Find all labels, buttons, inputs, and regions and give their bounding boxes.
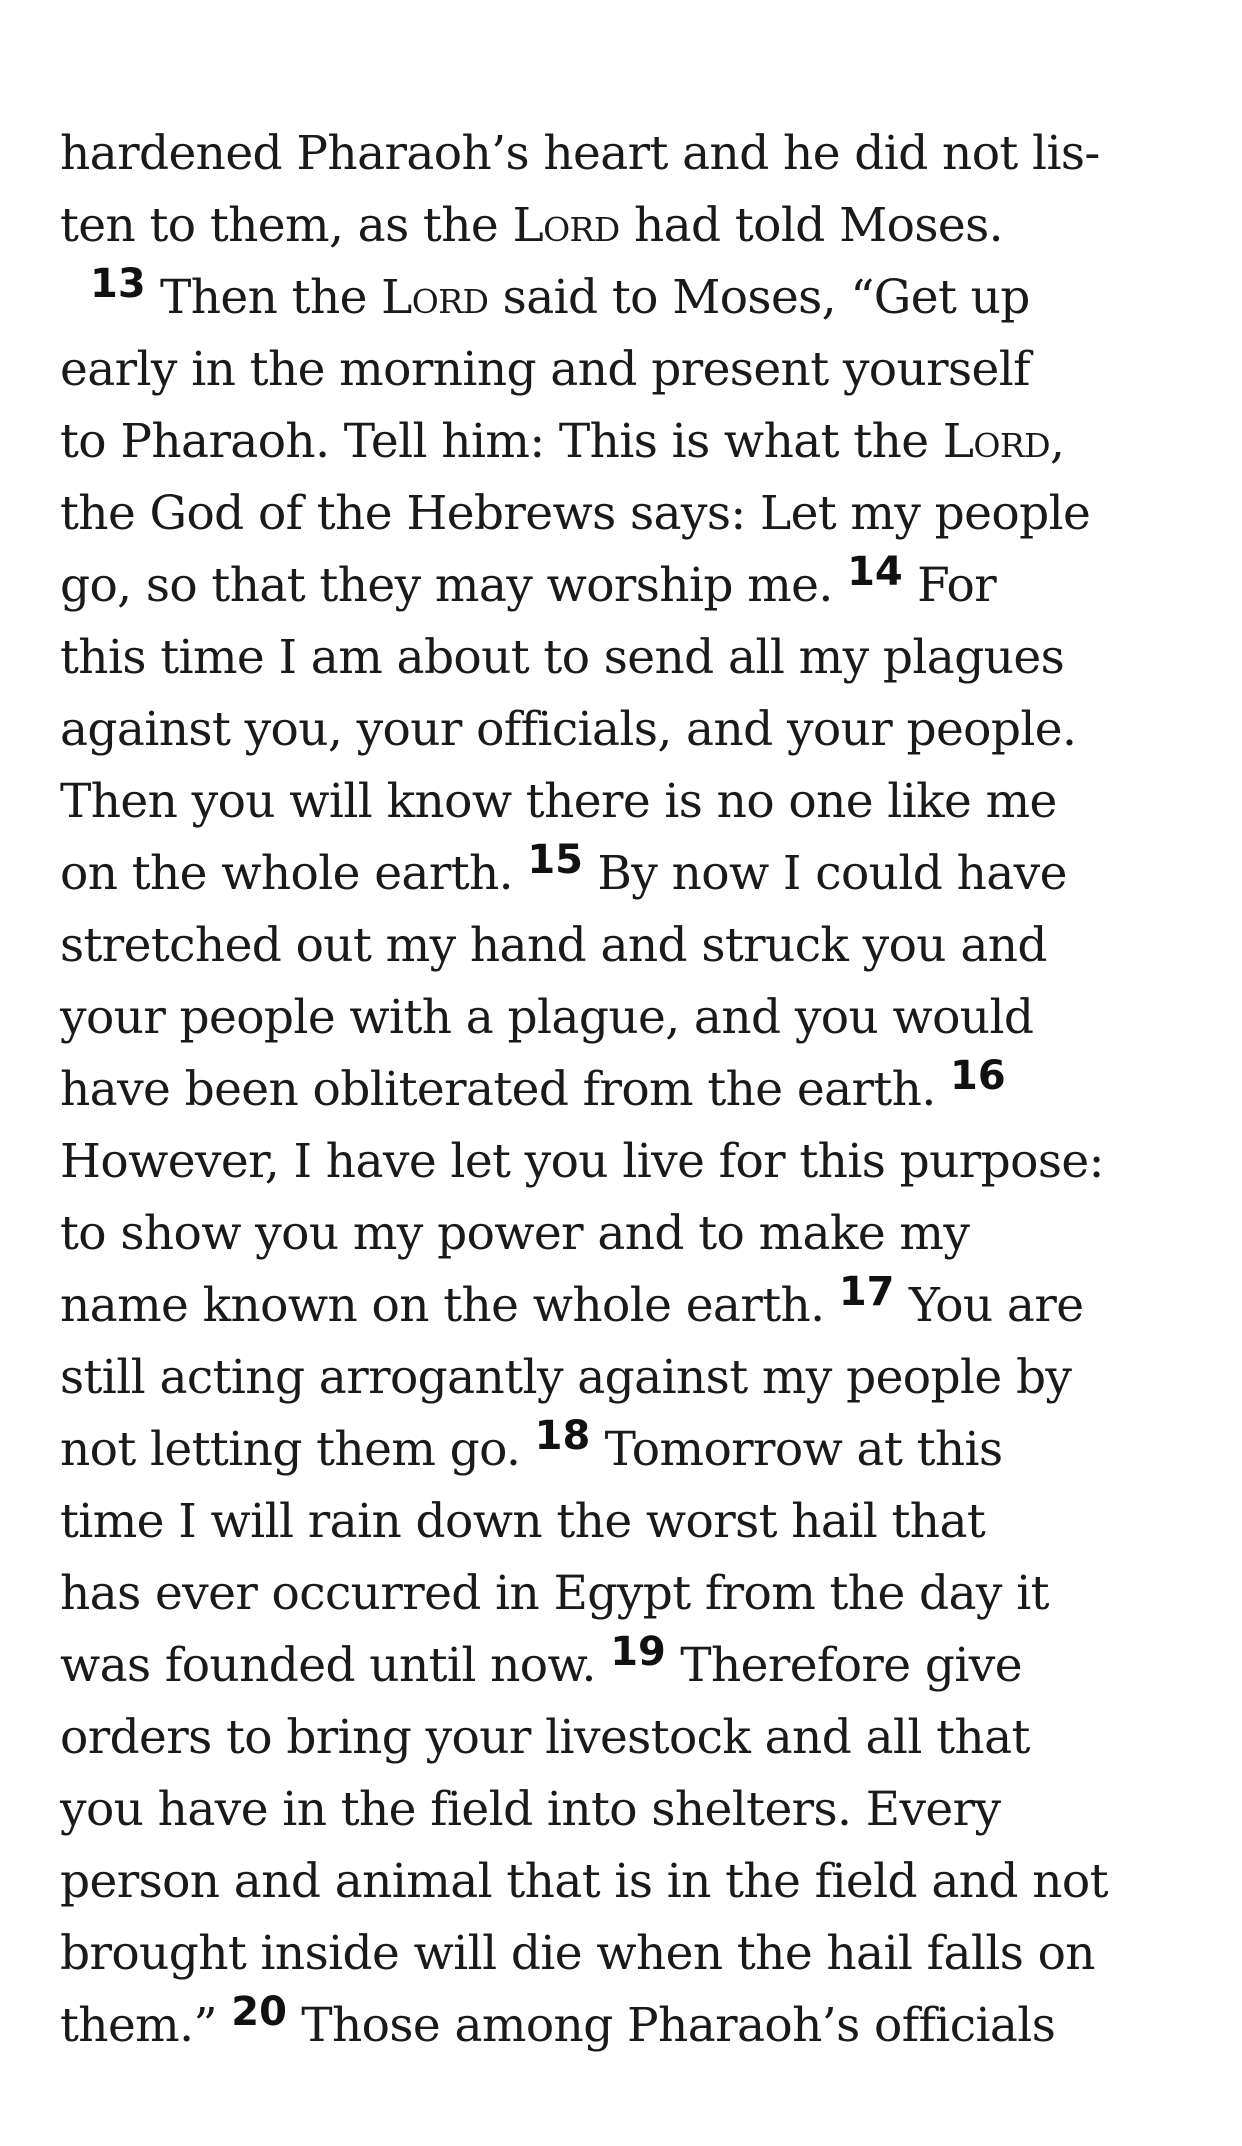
text-segment: on the whole earth. bbox=[60, 846, 528, 901]
verse-number: 15 bbox=[527, 837, 584, 883]
text-line bbox=[60, 1846, 1200, 1918]
verse-number: 14 bbox=[847, 549, 903, 595]
text-line bbox=[60, 1342, 1200, 1414]
text-line bbox=[60, 334, 1200, 406]
text-line bbox=[60, 910, 1200, 982]
text-segment: By now I could have bbox=[583, 846, 1067, 901]
text-segment: this time I am about to send all my plagues bbox=[60, 630, 1065, 685]
verse-number: 16 bbox=[950, 1053, 1006, 1099]
text-segment: still acting arrogantly against my people by bbox=[60, 1350, 1072, 1405]
text-line bbox=[60, 982, 1200, 1054]
text-line bbox=[60, 622, 1200, 694]
text-line bbox=[60, 1414, 1200, 1486]
text-segment: brought inside will die when the hail falls on bbox=[60, 1926, 1095, 1981]
text-segment: had told Moses. bbox=[619, 198, 1003, 253]
verse-number: 17 bbox=[838, 1269, 895, 1315]
text-line bbox=[60, 838, 1200, 910]
text-segment: hardened Pharaoh’s heart and he did not lis- bbox=[60, 126, 1100, 181]
text-line bbox=[60, 766, 1200, 838]
text-segment: Tomorrow at this bbox=[590, 1422, 1003, 1477]
text-line bbox=[60, 1630, 1200, 1702]
text-segment: stretched out my hand and struck you and bbox=[60, 918, 1047, 973]
text-segment: ten to them, as the bbox=[60, 198, 513, 253]
text-segment: For bbox=[902, 558, 997, 613]
text-segment: has ever occurred in Egypt from the day it bbox=[60, 1566, 1049, 1621]
text-segment: time I will rain down the worst hail that bbox=[60, 1494, 986, 1549]
text-segment: Therefore give bbox=[665, 1638, 1022, 1693]
text-line bbox=[60, 406, 1200, 478]
text-line bbox=[60, 1918, 1200, 1990]
text-segment: the God of the Hebrews says: Let my people bbox=[60, 486, 1091, 541]
text-segment: to Pharaoh. Tell him: This is what the bbox=[60, 414, 943, 469]
text-segment: them.” bbox=[60, 1998, 232, 2053]
text-segment: to show you my power and to make my bbox=[60, 1206, 970, 1261]
divine-name-small-caps: Lord bbox=[942, 414, 1050, 469]
text-segment: early in the morning and present yourself bbox=[60, 342, 1030, 397]
text-line bbox=[60, 1126, 1200, 1198]
text-line bbox=[60, 1990, 1200, 2062]
text-line bbox=[60, 478, 1200, 550]
text-line bbox=[60, 1702, 1200, 1774]
text-line bbox=[60, 550, 1200, 622]
text-segment: was founded until now. bbox=[60, 1638, 611, 1693]
verse-number: 13 bbox=[90, 261, 146, 307]
text-segment: your people with a plague, and you would bbox=[60, 990, 1034, 1045]
text-line bbox=[60, 1054, 1200, 1126]
text-line bbox=[60, 118, 1200, 190]
text-segment: Then the bbox=[145, 270, 382, 325]
text-line bbox=[60, 1558, 1200, 1630]
text-segment: , bbox=[1049, 414, 1065, 469]
text-line bbox=[60, 190, 1200, 262]
verse-number: 20 bbox=[231, 1989, 287, 2035]
text-line bbox=[60, 1774, 1200, 1846]
text-segment: However, I have let you live for this purpose: bbox=[60, 1134, 1104, 1189]
text-segment: against you, your officials, and your people. bbox=[60, 702, 1077, 757]
text-segment: person and animal that is in the field and not bbox=[60, 1854, 1108, 1909]
verse-number: 19 bbox=[610, 1629, 666, 1675]
text-line bbox=[60, 1198, 1200, 1270]
text-segment: name known on the whole earth. bbox=[60, 1278, 839, 1333]
reading-page bbox=[60, 118, 1200, 2062]
text-segment: said to Moses, “Get up bbox=[488, 270, 1030, 325]
text-line bbox=[60, 694, 1200, 766]
text-segment: you have in the field into shelters. Every bbox=[60, 1782, 1001, 1837]
text-segment: You are bbox=[894, 1278, 1084, 1333]
text-segment: not letting them go. bbox=[60, 1422, 535, 1477]
verse-number: 18 bbox=[534, 1413, 591, 1459]
text-line bbox=[60, 262, 1200, 334]
text-line bbox=[60, 1270, 1200, 1342]
text-line bbox=[60, 1486, 1200, 1558]
text-segment: Then you will know there is no one like me bbox=[60, 774, 1057, 829]
text-segment: have been obliterated from the earth. bbox=[60, 1062, 951, 1117]
text-segment: Those among Pharaoh’s officials bbox=[286, 1998, 1056, 2053]
divine-name-small-caps: Lord bbox=[512, 198, 620, 253]
divine-name-small-caps: Lord bbox=[381, 270, 489, 325]
text-segment: go, so that they may worship me. bbox=[60, 558, 848, 613]
text-segment: orders to bring your livestock and all that bbox=[60, 1710, 1030, 1765]
